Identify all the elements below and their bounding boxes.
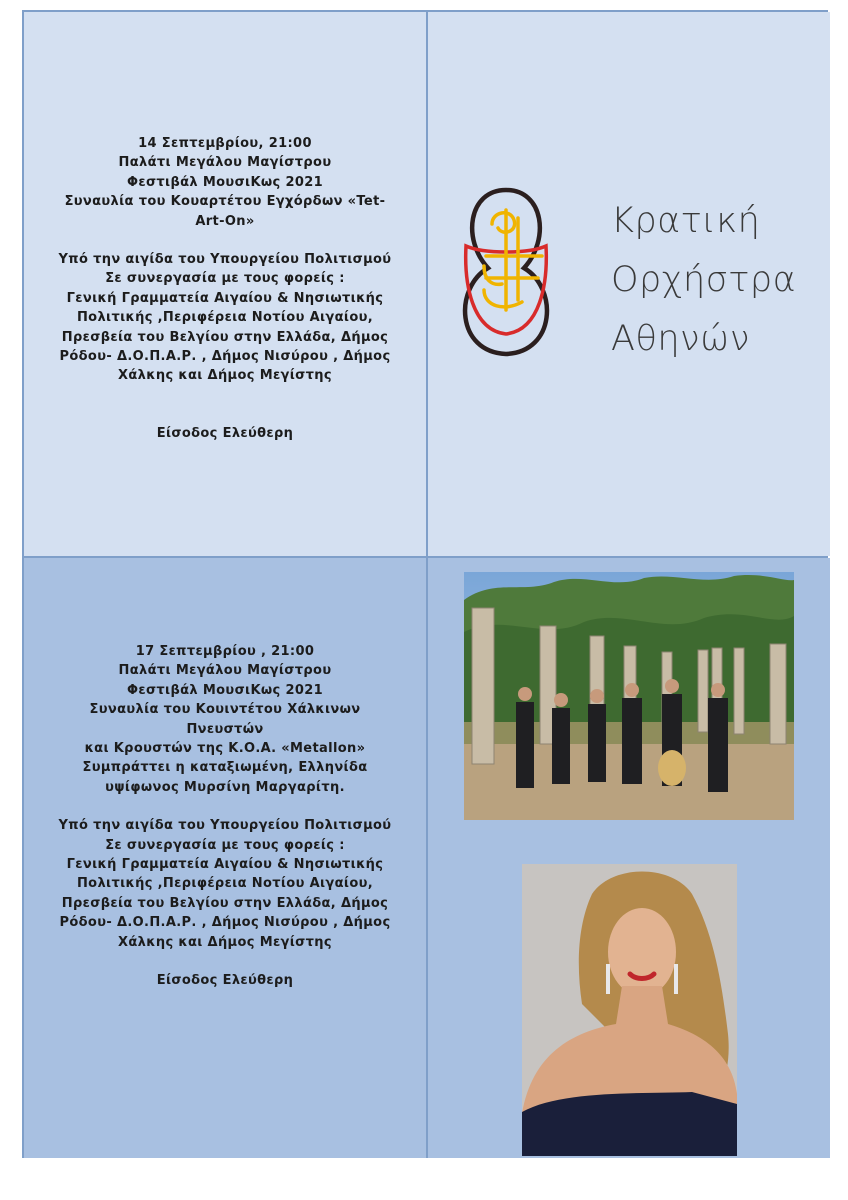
event2-line: Φεστιβάλ ΜουσιΚως 2021 — [126, 682, 324, 698]
orchestra-name-line: Κρατική — [611, 201, 761, 241]
event1-sponsor-line: Γενική Γραμματεία Αιγαίου & Νησιωτικής — [66, 290, 384, 306]
event2-sponsor-line: Υπό την αιγίδα του Υπουργείου Πολιτισμού — [58, 818, 392, 834]
event1-sponsor-line: Ρόδου- Δ.Ο.Π.Α.Ρ. , Δήμος Νισύρου , Δήμος — [59, 349, 391, 365]
event2-entry: Είσοδος Ελεύθερη — [156, 973, 294, 989]
event2-sponsor-line: Γενική Γραμματεία Αιγαίου & Νησιωτικής — [66, 857, 384, 873]
orchestra-name — [611, 192, 796, 369]
event1-sponsor-line: Πολιτικής ,Περιφέρεια Νοτίου Αιγαίου, — [76, 310, 374, 326]
event1-sponsor-line: Χάλκης και Δήμος Μεγίστης — [118, 368, 332, 384]
event1-line: Art-On» — [195, 213, 255, 229]
event2-line: Συναυλία του Κουιντέτου Χάλκινων — [89, 702, 361, 718]
event2-sponsor-line: Σε συνεργασία με τους φορείς : — [105, 837, 345, 853]
orchestra-name-line: Αθηνών — [611, 319, 750, 359]
event1-panel — [24, 12, 426, 556]
event2-panel — [24, 558, 426, 1158]
event2-text — [30, 642, 420, 991]
orchestra-logo-icon — [448, 180, 564, 364]
event2-line: Πνευστών — [186, 721, 264, 737]
event2-sponsor-line: Πολιτικής ,Περιφέρεια Νοτίου Αιγαίου, — [76, 876, 374, 892]
event1-line: Παλάτι Μεγάλου Μαγίστρου — [118, 155, 332, 171]
event1-entry: Είσοδος Ελεύθερη — [156, 425, 294, 441]
event2-line: υψίφωνος Μυρσίνη Μαργαρίτη. — [105, 779, 345, 795]
event2-line: 17 Σεπτεμβρίου , 21:00 — [135, 644, 315, 659]
event1-text — [30, 134, 420, 443]
orchestra-logo-panel — [428, 12, 830, 556]
event1-sponsor-line: Υπό την αιγίδα του Υπουργείου Πολιτισμού — [58, 252, 392, 268]
photos-panel — [428, 558, 830, 1158]
event2-line: Παλάτι Μεγάλου Μαγίστρου — [118, 663, 332, 679]
event2-sponsor-line: Ρόδου- Δ.Ο.Π.Α.Ρ. , Δήμος Νισύρου , Δήμος — [59, 915, 391, 931]
event1-sponsor-line: Πρεσβεία του Βελγίου στην Ελλάδα, Δήμος — [61, 329, 389, 345]
poster-grid — [22, 10, 828, 1158]
event1-line: 14 Σεπτεμβρίου, 21:00 — [138, 136, 312, 151]
event2-sponsor-line: Χάλκης και Δήμος Μεγίστης — [118, 934, 332, 950]
event2-line: Συμπράττει η καταξιωμένη, Ελληνίδα — [82, 760, 368, 776]
brass-quintet-photo — [464, 572, 794, 820]
orchestra-name-line: Ορχήστρα — [611, 260, 797, 300]
soprano-portrait-photo — [522, 864, 737, 1156]
event2-line: και Κρουστών της Κ.Ο.Α. «Metallon» — [84, 741, 366, 757]
event1-line: Φεστιβάλ ΜουσιΚως 2021 — [126, 174, 324, 190]
event2-sponsor-line: Πρεσβεία του Βελγίου στην Ελλάδα, Δήμος — [61, 895, 389, 911]
event1-sponsor-line: Σε συνεργασία με τους φορείς : — [105, 271, 345, 287]
event1-line: Συναυλία του Κουαρτέτου Εγχόρδων «Tet- — [64, 194, 386, 210]
